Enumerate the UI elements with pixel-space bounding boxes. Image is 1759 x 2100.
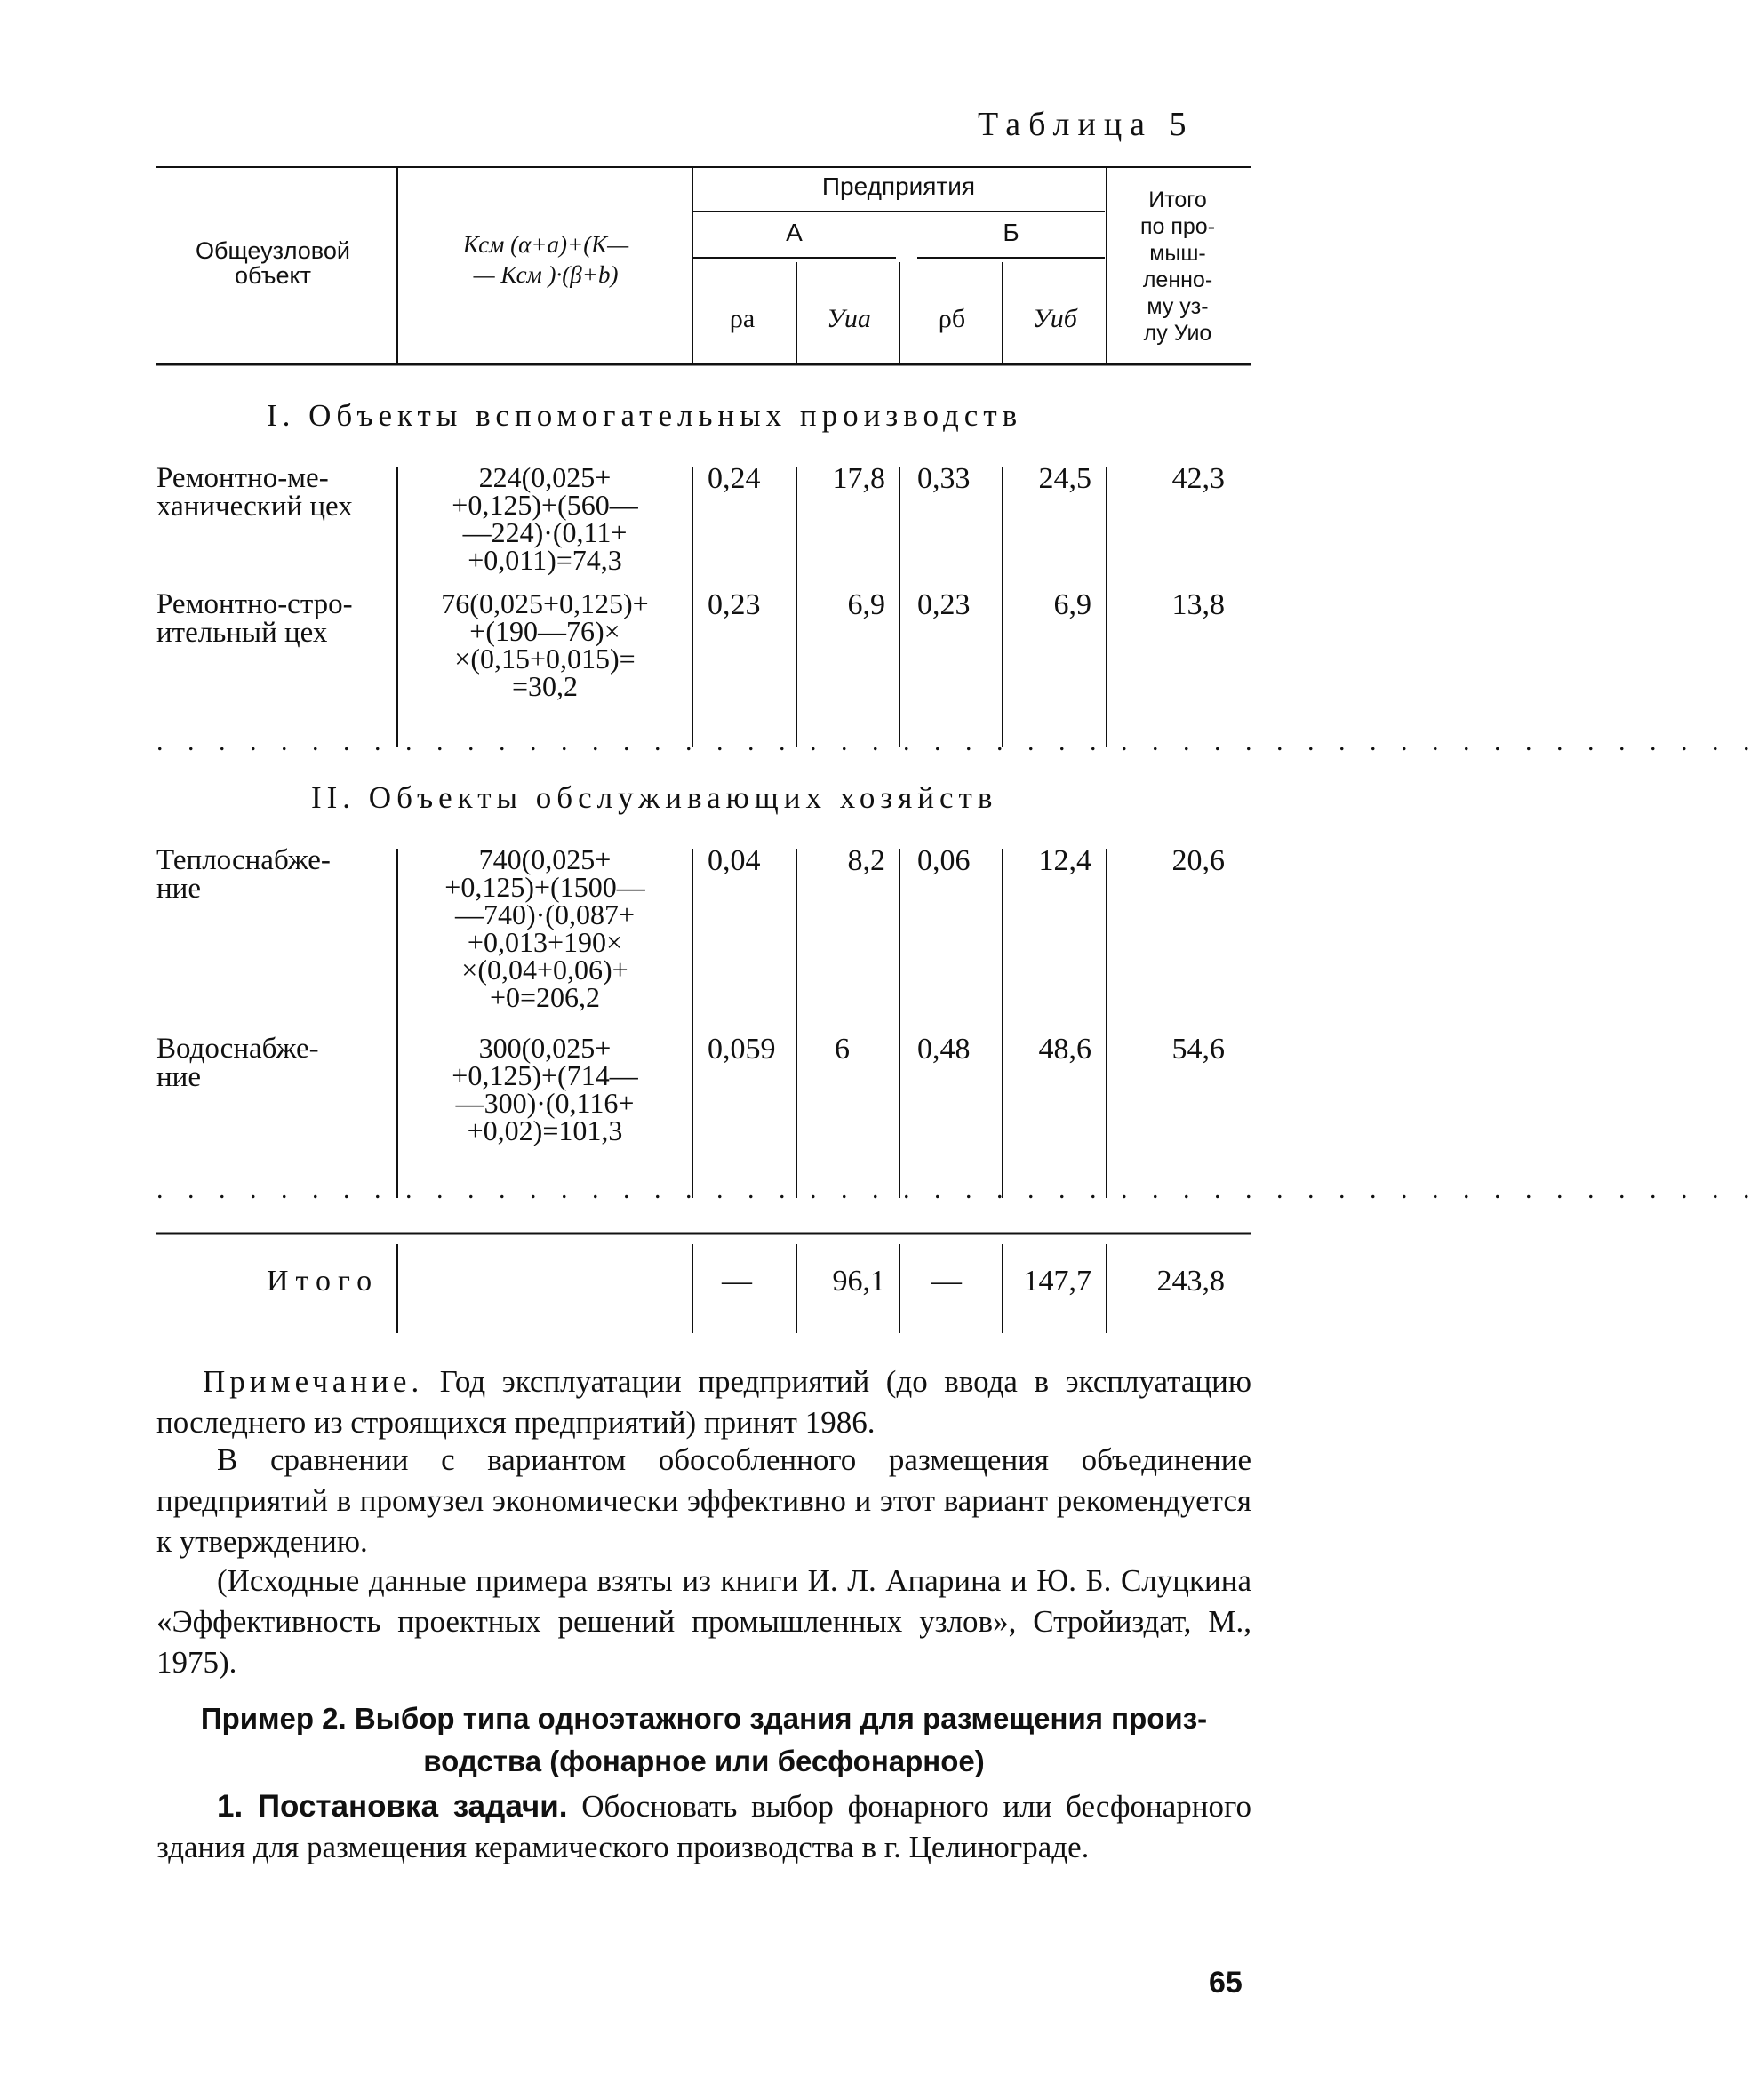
row-2-yb: 6,9 xyxy=(1053,588,1091,621)
header-total: Итого по про- мыш- ленно- му уз- лу Уио xyxy=(1139,188,1216,346)
note-lead: Примечание. xyxy=(203,1364,424,1399)
row-3-name: Теплоснабже- ние xyxy=(156,844,331,905)
totals-total: 243,8 xyxy=(1156,1265,1225,1298)
note-paragraph xyxy=(156,1361,1251,1443)
paragraph-2: (Исходные данные примера взяты из книги И. Л. Апарина и Ю. Б. Слуцкина «Эффективность проектных решений промышленных узлов», Стройиздат, М., 1975). xyxy=(156,1563,1251,1680)
task-text: Обосновать выбор фонарного или бесфонарного здания для размещения керамического производства в г. Целинограде. xyxy=(156,1789,1252,1864)
task-lead: 1. Постановка задачи. xyxy=(217,1789,568,1824)
row-1-name: Ремонтно-ме- ханический цех xyxy=(156,462,353,523)
table-caption: Таблица 5 xyxy=(978,106,1195,143)
row-1-yb: 24,5 xyxy=(1038,462,1091,495)
row-4-formula: 300(0,025+ +0,125)+(714— —300)·(0,116+ +0,02)=101,3 xyxy=(452,1032,638,1146)
task-paragraph xyxy=(156,1786,1251,1868)
header-object: Общеузловой объект xyxy=(196,237,350,289)
totals-label: Итого xyxy=(267,1265,380,1298)
row-4-total: 54,6 xyxy=(1171,1033,1225,1066)
header-rb: ρб xyxy=(938,304,966,333)
totals-yb: 147,7 xyxy=(1023,1265,1091,1298)
row-3-total: 20,6 xyxy=(1171,844,1225,877)
row-2-rb: 0,23 xyxy=(917,588,971,621)
row-4-yb: 48,6 xyxy=(1038,1033,1091,1066)
row-1-rb: 0,33 xyxy=(917,462,971,495)
totals-rb: — xyxy=(931,1265,962,1298)
row-3-formula: 740(0,025+ +0,125)+(1500— —740)·(0,087+ +0,013+190× ×(0,04+0,06)+ +0=206,2 xyxy=(444,843,645,1013)
row-4-ra: 0,059 xyxy=(708,1033,776,1066)
header-enterprises: Предприятия xyxy=(821,172,976,200)
section-2-ellipsis-row: . . . . . . . . . . . . . . . . . . . . . . . . . . . . . . . . . . . . . . . . . . . . . . . . . . . . xyxy=(156,1175,1759,1204)
header-ra: ρа xyxy=(729,304,756,333)
page-number: 65 xyxy=(1209,1966,1243,2000)
row-1-ra: 0,24 xyxy=(708,462,761,495)
row-4-name: Водоснабже- ние xyxy=(156,1033,319,1093)
header-yb: Уиб xyxy=(1033,304,1077,333)
header-formula: Ксм (α+a)+(К— — Ксм )·(β+b) xyxy=(462,231,629,288)
example-heading: Пример 2. Выбор типа одноэтажного здания для размещения произ- водства (фонарное или бесфонарное) xyxy=(200,1702,1208,1777)
totals-ya: 96,1 xyxy=(832,1265,885,1298)
row-1-formula: 224(0,025+ +0,125)+(560— —224)·(0,11+ +0,011)=74,3 xyxy=(452,461,638,576)
section-1-title: I. Объекты вспомогательных производств xyxy=(267,398,1023,433)
row-2-total: 13,8 xyxy=(1171,588,1225,621)
header-b: Б xyxy=(1003,219,1019,246)
row-3-ra: 0,04 xyxy=(708,844,761,877)
paragraph-1: В сравнении с вариантом обособленного размещения объединение предприятий в промузел экономически эффективно и этот вариант рекомендуется к утверждению. xyxy=(156,1442,1251,1559)
row-2-ya: 6,9 xyxy=(847,588,885,621)
row-4-ya: 6 xyxy=(835,1033,850,1066)
row-3-rb: 0,06 xyxy=(917,844,971,877)
row-2-ra: 0,23 xyxy=(708,588,761,621)
row-3-ya: 8,2 xyxy=(847,844,885,877)
section-2-title: II. Объекты обслуживающих хозяйств xyxy=(311,780,998,815)
row-3-yb: 12,4 xyxy=(1038,844,1091,877)
section-1-ellipsis-row: . . . . . . . . . . . . . . . . . . . . . . . . . . . . . . . . . . . . . . . . . . . . . . . . . . . . xyxy=(156,727,1759,756)
row-2-formula: 76(0,025+0,125)+ +(190—76)× ×(0,15+0,015)= =30,2 xyxy=(441,587,649,702)
row-4-rb: 0,48 xyxy=(917,1033,971,1066)
row-1-total: 42,3 xyxy=(1171,462,1225,495)
totals-ra: — xyxy=(722,1265,752,1298)
note-text: Год эксплуатации предприятий (до ввода в эксплуатацию последнего из строящихся предприятий) принят 1986. xyxy=(156,1364,1251,1440)
header-ya: Уиа xyxy=(827,304,871,333)
header-a: А xyxy=(786,219,803,246)
row-2-name: Ремонтно-стро- ительный цех xyxy=(156,588,353,649)
row-1-ya: 17,8 xyxy=(832,462,885,495)
